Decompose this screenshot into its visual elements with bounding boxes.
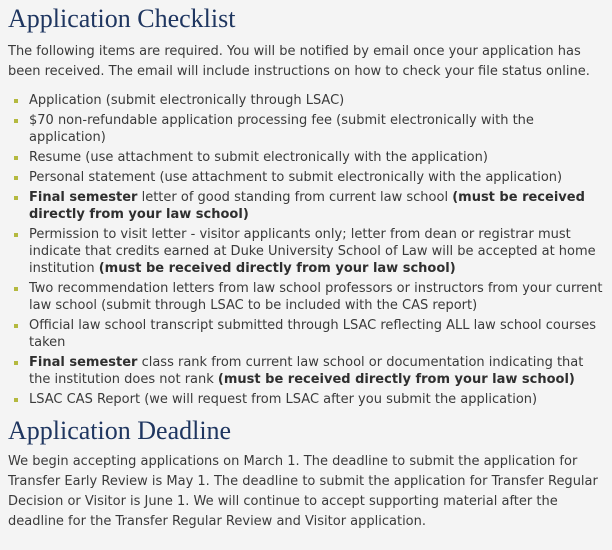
bullet-square-icon: [14, 361, 18, 365]
bullet-square-icon: [14, 119, 18, 123]
item-text: Permission to visit letter - visitor applicants only; letter from dean or registrar must indicate that credits earned at Duke University School of Law will be accepted at home institution: [29, 227, 596, 276]
item-text: class rank from current law school or documentation indicating that the institution does not rank: [29, 355, 584, 387]
bullet-square-icon: [14, 156, 18, 160]
bullet-square-icon: [14, 398, 18, 402]
item-bold-lead: Final semester: [29, 355, 138, 370]
item-text: Personal statement (use attachment to submit electronically with the application): [29, 170, 563, 185]
item-text: letter of good standing from current law school: [137, 190, 453, 205]
bullet-square-icon: [14, 287, 18, 291]
deadline-body: We begin accepting applications on March 1. The deadline to submit the application for Transfer Early Review is May 1. The deadline to submit the application for Transfer Regular Decision or Visitor is June 1. We will continue to accept supporting material after the deadline for the Transfer Regular Review and Visitor application.: [8, 454, 598, 529]
checklist-item: [21, 149, 604, 166]
checklist-list: [8, 92, 604, 408]
page-content: [0, 4, 612, 532]
checklist-item: [21, 226, 604, 277]
heading-checklist: Application Checklist: [8, 4, 236, 33]
checklist-item: [21, 112, 604, 146]
item-text: LSAC CAS Report (we will request from LSAC after you submit the application): [29, 392, 538, 407]
bullet-square-icon: [14, 233, 18, 237]
checklist-item: [21, 189, 604, 223]
item-bold-note: (must be received directly from your law school): [217, 372, 575, 387]
checklist-item: [21, 354, 604, 388]
item-text: Resume (use attachment to submit electronically with the application): [29, 150, 488, 165]
checklist-item: [21, 280, 604, 314]
checklist-item: [21, 391, 604, 408]
bullet-square-icon: [14, 324, 18, 328]
item-bold-note: (must be received directly from your law school): [29, 190, 585, 222]
bullet-square-icon: [14, 99, 18, 103]
bullet-square-icon: [14, 176, 18, 180]
item-bold-note: (must be received directly from your law school): [98, 261, 456, 276]
item-text: Official law school transcript submitted through LSAC reflecting ALL law school courses taken: [29, 318, 596, 350]
checklist-intro: The following items are required. You will be notified by email once your application has been received. The email will include instructions on how to check your file status online.: [8, 44, 590, 79]
item-bold-lead: Final semester: [29, 190, 138, 205]
item-text: Application (submit electronically through LSAC): [29, 93, 345, 108]
item-text: Two recommendation letters from law school professors or instructors from your current law school (submit through LSAC to be included with the CAS report): [29, 281, 603, 313]
checklist-item: [21, 317, 604, 351]
checklist-item: [21, 92, 604, 109]
heading-deadline: Application Deadline: [8, 416, 232, 445]
checklist-item: [21, 169, 604, 186]
bullet-square-icon: [14, 196, 18, 200]
item-text: $70 non-refundable application processing fee (submit electronically with the application): [29, 113, 534, 145]
